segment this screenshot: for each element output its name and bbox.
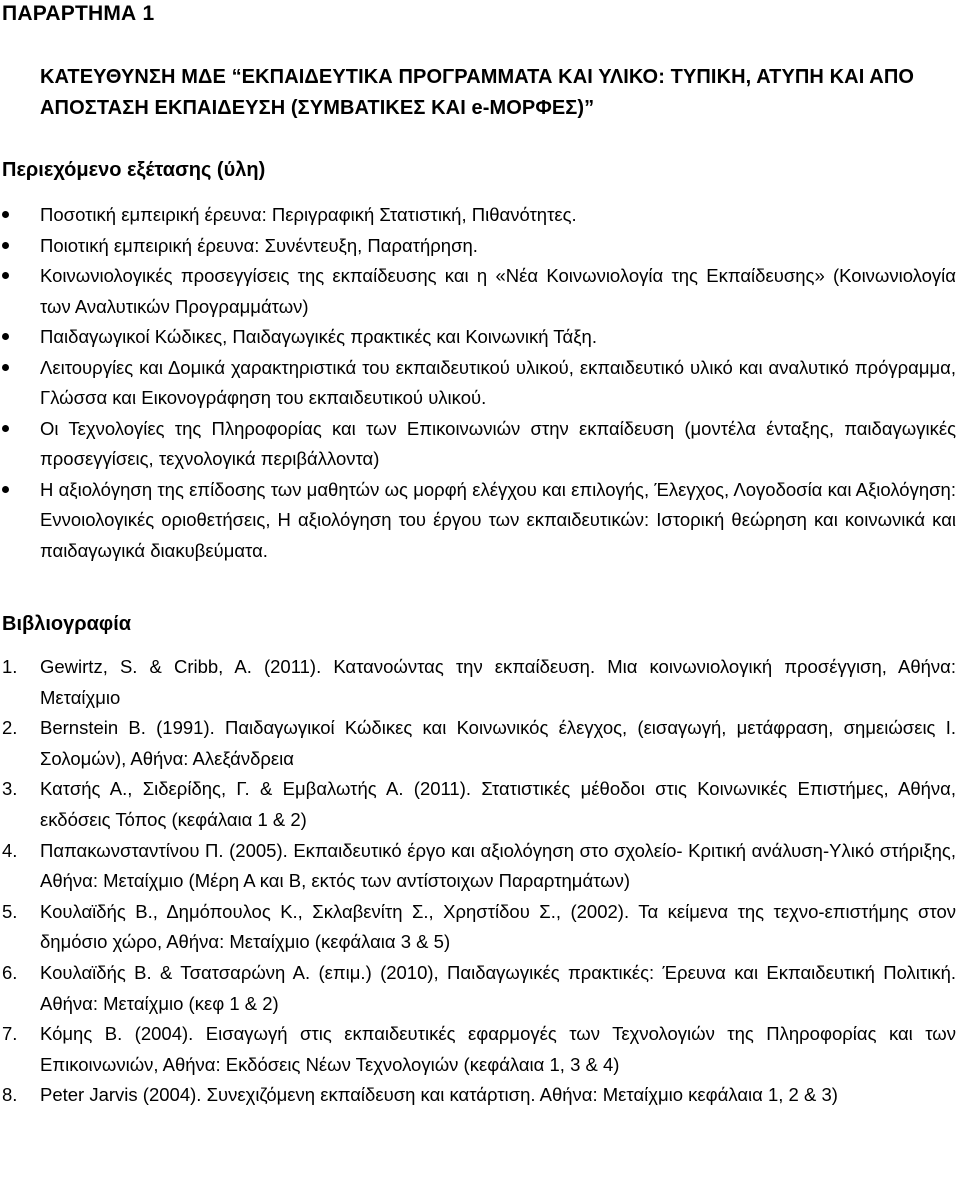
- bibliography-item-text: Κόμης Β. (2004). Εισαγωγή στις εκπαιδευτικές εφαρμογές των Τεχνολογιών της Πληροφορίας και των Επικοινωνιών, Αθήνα: Εκδόσεις Νέων Τεχνολογιών (κεφάλαια 1, 3 & 4): [40, 1023, 956, 1075]
- bibliography-heading: Βιβλιογραφία: [2, 613, 132, 635]
- bullet-icon: [2, 333, 9, 340]
- bibliography-item: [0, 774, 960, 835]
- bullet-icon: [2, 486, 9, 493]
- bibliography-item-text: Κουλαϊδής Β. & Τσατσαρώνη Α. (επιμ.) (2010), Παιδαγωγικές πρακτικές: Έρευνα και Εκπαιδευτική Πολιτική. Αθήνα: Μεταίχμιο (κεφ 1 & 2): [40, 961, 956, 1014]
- syllabus-item: [0, 231, 960, 262]
- syllabus-item-text: Λειτουργίες και Δομικά χαρακτηριστικά του εκπαιδευτικού υλικού, εκπαιδευτικό υλικό και αναλυτικό πρόγραμμα, Γλώσσα και Εικονογράφηση του εκπαιδευτικού υλικού.: [40, 356, 956, 408]
- bibliography-item: [0, 713, 960, 774]
- bullet-icon: [2, 242, 9, 249]
- bibliography-item-text: Κουλαϊδής Β., Δημόπουλος Κ., Σκλαβενίτη Σ., Χρηστίδου Σ., (2002). Τα κείμενα της τεχνο-επιστήμης στον δημόσιο χώρο, Αθήνα: Μεταίχμιο (κεφάλαια 3 & 5): [40, 900, 956, 953]
- direction-title: ΚΑΤΕΥΘΥΝΣΗ ΜΔΕ “ΕΚΠΑΙΔΕΥΤΙΚΑ ΠΡΟΓΡΑΜΜΑΤΑ ΚΑΙ ΥΛΙΚΟ: ΤΥΠΙΚΗ, ΑΤΥΠΗ ΚΑΙ ΑΠΟ ΑΠΟΣΤΑΣΗ ΕΚΠΑΙΔΕΥΣΗ (ΣΥΜΒΑΤΙΚΕΣ ΚΑΙ e-ΜΟΡΦΕΣ)”: [40, 66, 915, 119]
- bibliography-item: [0, 652, 960, 713]
- bibliography-item: [0, 836, 960, 897]
- item-number: 7.: [2, 1023, 18, 1045]
- bibliography-item-text: Gewirtz, S. & Cribb, A. (2011). Κατανοώντας την εκπαίδευση. Μια κοινωνιολογική προσέγγιση, Αθήνα: Μεταίχμιο: [40, 656, 956, 708]
- bibliography-item-text: Bernstein B. (1991). Παιδαγωγικοί Κώδικες και Κοινωνικός έλεγχος, (εισαγωγή, μετάφραση, σημειώσεις Ι. Σολομών), Αθήνα: Αλεξάνδρεια: [40, 717, 956, 769]
- bullet-icon: [2, 211, 9, 218]
- syllabus-item-text: Οι Τεχνολογίες της Πληροφορίας και των Επικοινωνιών στην εκπαίδευση (μοντέλα ένταξης, παιδαγωγικές προσεγγίσεις, τεχνολογικά περιβάλλοντα): [40, 417, 956, 469]
- bibliography-item: [0, 958, 960, 1019]
- syllabus-list: [0, 200, 960, 566]
- item-number: 8.: [2, 1084, 18, 1106]
- item-number: 5.: [2, 900, 18, 922]
- syllabus-item: [0, 322, 960, 353]
- syllabus-item-text: Ποιοτική εμπειρική έρευνα: Συνέντευξη, Παρατήρηση.: [40, 234, 478, 256]
- syllabus-item: [0, 475, 960, 567]
- bibliography-item: [0, 897, 960, 958]
- syllabus-item-text: Η αξιολόγηση της επίδοσης των μαθητών ως μορφή ελέγχου και επιλογής, Έλεγχος, Λογοδοσία και Αξιολόγηση: Εννοιολογικές οριοθετήσεις, Η αξιολόγηση του έργου των εκπαιδευτικών: Ιστορική θεώρηση και κοινωνικά και παιδαγωγικά διακυβεύματα.: [40, 478, 956, 561]
- item-number: 3.: [2, 778, 18, 800]
- syllabus-item-text: Ποσοτική εμπειρική έρευνα: Περιγραφική Στατιστική, Πιθανότητες.: [40, 204, 577, 225]
- syllabus-item-text: Κοινωνιολογικές προσεγγίσεις της εκπαίδευσης και η «Νέα Κοινωνιολογία της Εκπαίδευσης» (Κοινωνιολογία των Αναλυτικών Προγραμμάτων): [40, 265, 956, 317]
- bibliography-item: [0, 1019, 960, 1080]
- item-number: 1.: [2, 656, 18, 677]
- syllabus-heading: Περιεχόμενο εξέτασης (ύλη): [2, 159, 266, 181]
- bullet-icon: [2, 272, 9, 279]
- bibliography-item: [0, 1080, 960, 1111]
- appendix-title: ΠΑΡΑΡΤΗΜΑ 1: [2, 2, 155, 25]
- bibliography-item-text: Κατσής Α., Σιδερίδης, Γ. & Εμβαλωτής Α. (2011). Στατιστικές μέθοδοι στις Κοινωνικές Επιστήμες, Αθήνα, εκδόσεις Τόπος (κεφάλαια 1 & 2): [40, 778, 956, 830]
- bullet-icon: [2, 364, 9, 371]
- bullet-icon: [2, 425, 9, 432]
- syllabus-item: [0, 353, 960, 414]
- syllabus-item-text: Παιδαγωγικοί Κώδικες, Παιδαγωγικές πρακτικές και Κοινωνική Τάξη.: [40, 326, 597, 347]
- item-number: 2.: [2, 717, 18, 739]
- bibliography-item-text: Peter Jarvis (2004). Συνεχιζόμενη εκπαίδευση και κατάρτιση. Αθήνα: Μεταίχμιο κεφάλαια 1, 2 & 3): [40, 1084, 838, 1106]
- syllabus-item: [0, 261, 960, 322]
- syllabus-item: [0, 414, 960, 475]
- bibliography-item-text: Παπακωνσταντίνου Π. (2005). Εκπαιδευτικό έργο και αξιολόγηση στο σχολείο- Κριτική ανάλυση-Υλικό στήριξης, Αθήνα: Μεταίχμιο (Μέρη Α και Β, εκτός των αντίστοιχων Παραρτημάτων): [40, 839, 956, 892]
- item-number: 6.: [2, 961, 18, 983]
- bibliography-list: [0, 652, 960, 1111]
- item-number: 4.: [2, 839, 18, 861]
- syllabus-item: [0, 200, 960, 231]
